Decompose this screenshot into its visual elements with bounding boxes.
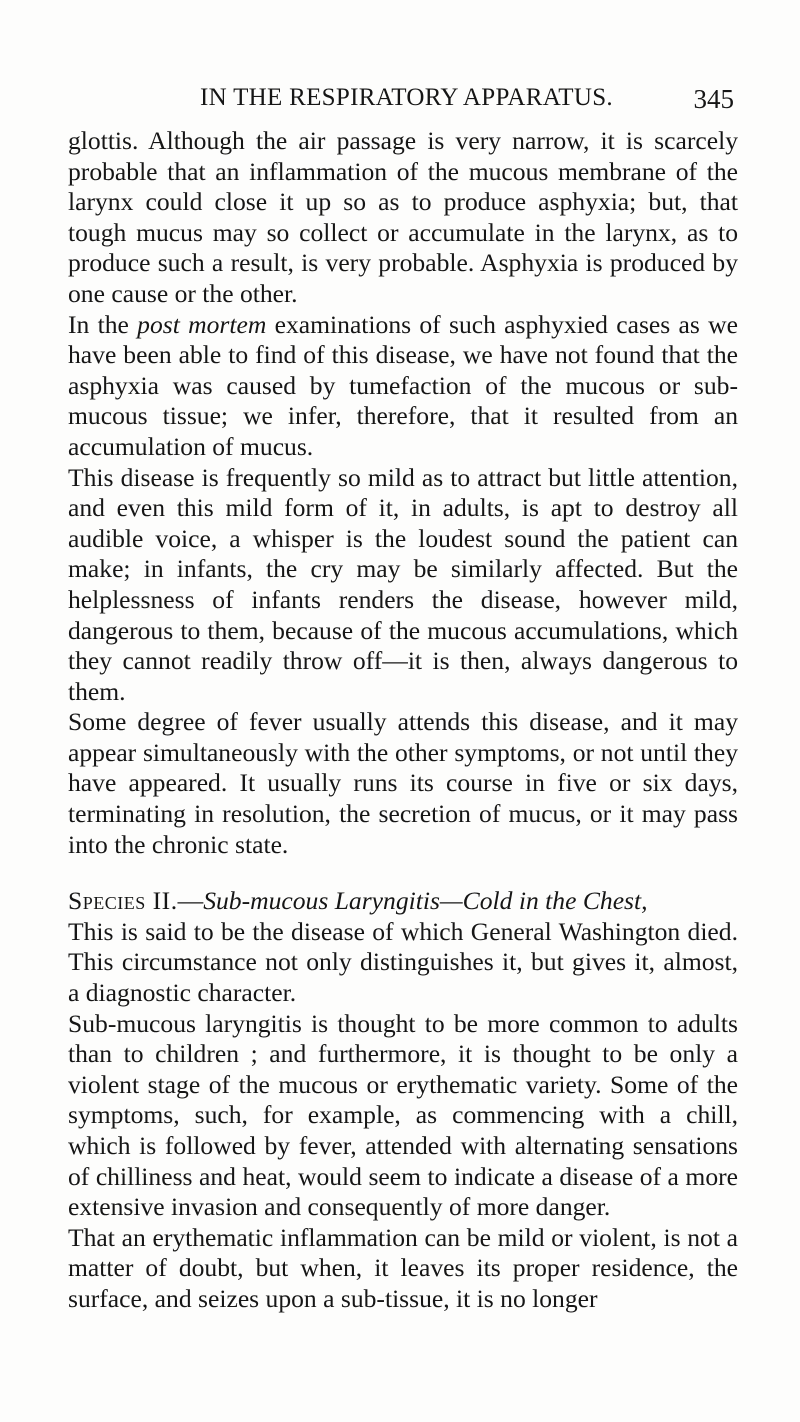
paragraph-erythematic: That an erythematic inflammation can be mild or violent, is not a matter of doubt, but when, it leaves its proper residence, the surface, and seizes upon a sub-tissue, it is no longer — [68, 1222, 738, 1313]
paragraph-mild-disease: This disease is frequently so mild as to attract but little attention, and even this mild form of it, in adults, is apt to destroy all audible voice, a whisper is the loudest sound the patient can make; in infants, the cry may be similarly affected. But the helplessness of infants renders the disease, however mild, dangerous to them, because of the mucous accumulations, which they cannot readily throw off—it is then, always dangerous to them. — [68, 462, 738, 706]
running-title: IN THE RESPIRATORY APPARATUS. — [200, 84, 613, 111]
running-head — [68, 80, 738, 116]
post-mortem-italic: post mortem — [137, 309, 267, 339]
paragraph-post-mortem — [68, 310, 738, 463]
species-heading — [68, 886, 738, 917]
post-mortem-lead: In the — [68, 309, 138, 339]
paragraph-fever: Some degree of fever usually attends this disease, and it may appear simultaneously with the other symptoms, or not until they have appeared. It usually runs its course in five or six days, terminating in resolution, the secretion of mucus, or it may pass into the chronic state. — [68, 707, 738, 859]
paragraph-washington: This is said to be the disease of which General Washington died. This circumstance not only distinguishes it, but gives it, almost, a diagnostic character. — [68, 916, 738, 1008]
page-number: 345 — [693, 84, 734, 114]
post-mortem-rest: examinations of such asphyxied cases as we have been able to find of this disease, we have not found that the asphyxia was caused by tumefaction of the mucous or sub-mucous tissue; we infer, therefore, that it resulted from an accumulation of mucus. — [68, 309, 738, 461]
species-label: Species II. — [68, 886, 178, 916]
paragraph-glottis: glottis. Although the air passage is very narrow, it is scarcely probable that an inflammation of the mucous membrane of the larynx could close it up so as to produce asphyxia; but, that tough mucus may so collect or accumulate in the larynx, as to produce such a result, is very probable. Asphyxia is produced by one cause or the other. — [68, 126, 738, 308]
paragraph-sub-mucous: Sub-mucous laryngitis is thought to be more common to adults than to children ; and furthermore, it is thought to be only a violent stage of the mucous or erythematic variety. Some of the symptoms, such, for example, as commencing with a chill, which is followed by fever, attended with alternating sensations of chilliness and heat, would seem to indicate a disease of a more extensive invasion and consequently of more danger. — [68, 1008, 738, 1222]
body-text — [68, 126, 738, 1315]
species-dash: — — [177, 886, 204, 916]
species-title: Sub-mucous Laryngitis—Cold in the Chest, — [203, 886, 648, 916]
